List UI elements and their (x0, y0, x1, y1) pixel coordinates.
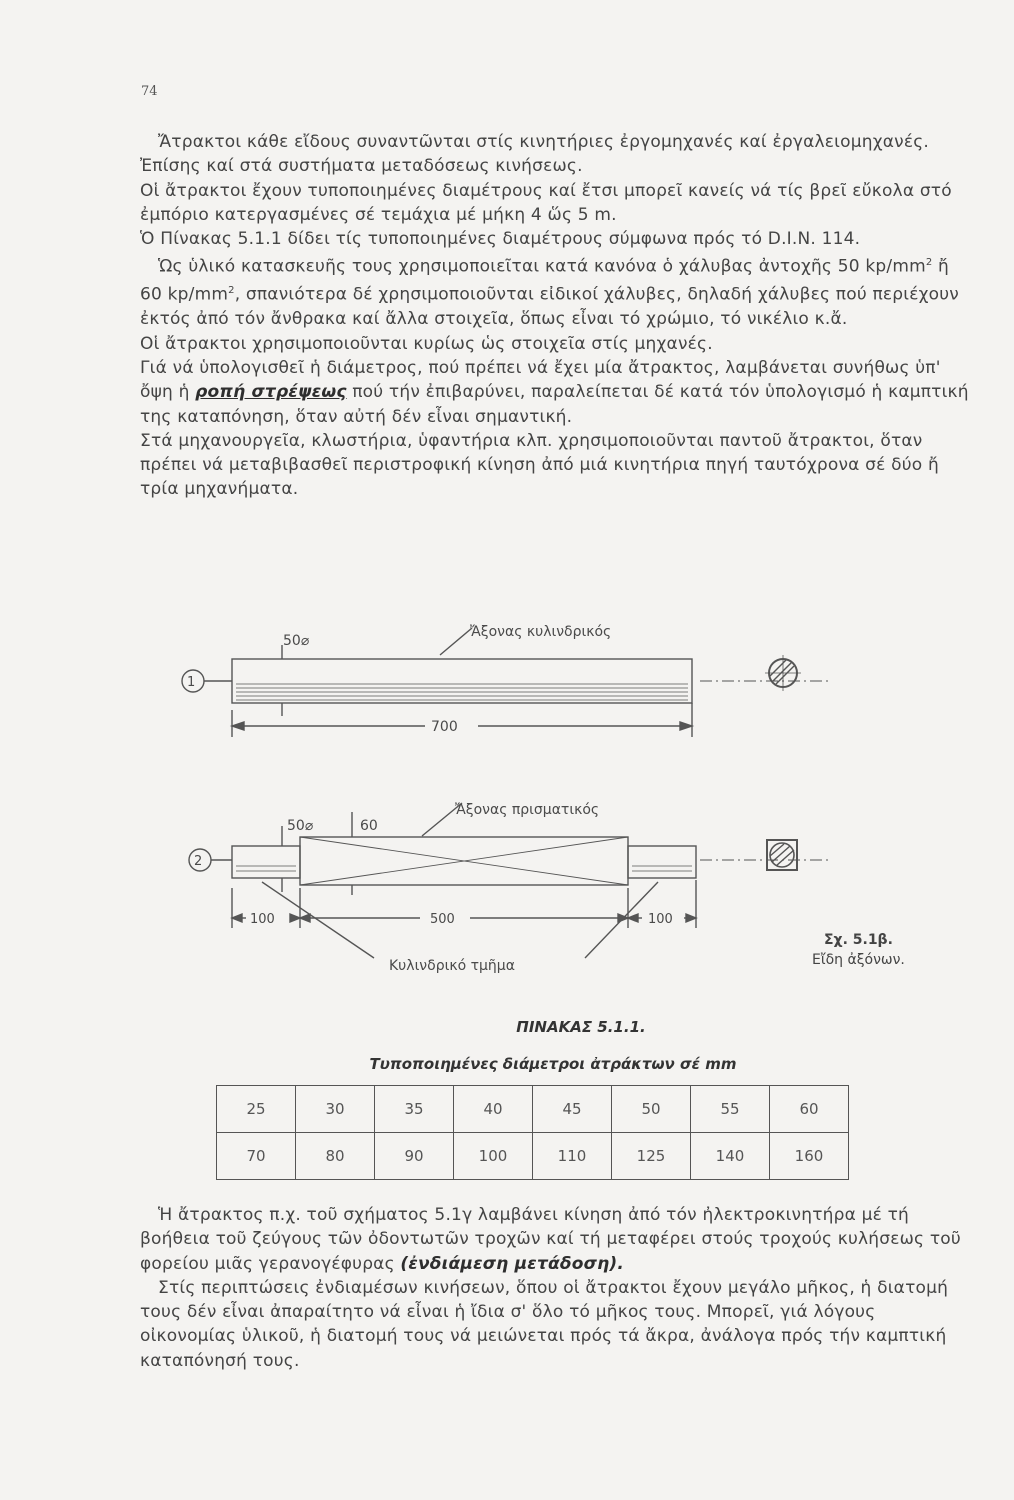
paragraph: Ὡς ὑλικό κατασκευῆς τους χρησιμοποιεῖται κατά κανόνα ὁ χάλυβας ἀντοχῆς 50 $kp/mm^2$ ἤ 60 $kp/mm^2$, σπανιότερα δέ χρησιμοποιοῦνται εἰδικοί χάλυβες, δηλαδή χάλυβες πού περιέχουν ἐκτός ἀπό τόν ἄνθρακα καί ἄλλα στοιχεῖα, ὅπως εἶναι τό χρώμιο, τό νικέλιο κ.ἄ. (140, 257, 959, 330)
table-cell: 110 (533, 1133, 612, 1180)
shaft2-diameter: 50⌀ (287, 818, 314, 834)
table-row (217, 1086, 849, 1133)
paragraph: Ὁ Πίνακας 5.1.1 δίδει τίς τυποποιημένες διαμέτρους σύμφωνα πρός τό D.I.N. 114. (140, 229, 861, 250)
cylindrical-shaft (232, 659, 692, 703)
table-cell: 25 (217, 1086, 296, 1133)
table-cell: 40 (454, 1086, 533, 1133)
shaft2-label: Ἄξονας πρισματικός (455, 802, 600, 818)
paragraph: Γιά νά ὑπολογισθεῖ ἡ διάμετρος, πού πρέπει νά ἔχει μία ἄτρακτος, λαμβάνεται συνήθως ὑπ' ὄψη ἡ ροπή στρέψεως πού τήν ἐπιβαρύνει, παραλείπεται δέ κατά τόν ὑπολογισμό ἡ καμπτική της καταπόνηση, ὅταν αὐτή δέν εἶναι σημαντική. (140, 357, 969, 427)
caption-text: Εἴδη ἀξόνων. (812, 952, 905, 968)
body-text-bottom (140, 1203, 975, 1373)
caption-number: Σχ. 5.1β. (823, 932, 893, 948)
table-cell: 30 (296, 1086, 375, 1133)
table-cell: 140 (691, 1133, 770, 1180)
dim-left: 100 (250, 912, 275, 927)
diameters-table (216, 1085, 849, 1180)
table-subtitle: Τυποποιημένες διάμετροι ἀτράκτων σέ mm (369, 1055, 737, 1073)
cylindrical-end-left (232, 846, 300, 878)
table-cell: 50 (612, 1086, 691, 1133)
table-row (217, 1133, 849, 1180)
table-cell: 55 (691, 1086, 770, 1133)
cylindrical-end-right (628, 846, 696, 878)
table-cell: 45 (533, 1086, 612, 1133)
figure-caption (812, 930, 905, 970)
paragraph: Ἡ ἄτρακτος π.χ. τοῦ σχήματος 5.1γ λαμβάνει κίνηση ἀπό τόν ἠλεκτροκινητήρα μέ τή βοήθεια τοῦ ζεύγους τῶν ὀδοντωτῶν τροχῶν καί τή μεταφέρει στούς τροχούς κυλήσεως τοῦ φορείου μιᾶς γερανογέφυρας (ἐνδιάμεση μετάδοση). (140, 1205, 961, 1274)
dim-mid: 500 (430, 912, 455, 927)
dim-right: 100 (648, 912, 673, 927)
shaft1-number: 1 (187, 675, 196, 690)
paragraph: Οἱ ἄτρακτοι ἔχουν τυποποιημένες διαμέτρους καί ἔτσι μπορεῖ κανείς νά τίς βρεῖ εὔκολα στό ἐμπόριο κατεργασμένες σέ τεμάχια μέ μήκη 4 ὥς 5 m. (140, 180, 952, 225)
table-cell: 125 (612, 1133, 691, 1180)
paragraph: Στίς περιπτώσεις ἐνδιαμέσων κινήσεων, ὅπου οἱ ἄτρακτοι ἔχουν μεγάλο μῆκος, ἡ διατομή τους δέν εἶναι ἀπαραίτητο νά εἶναι ἡ ἴδια σ' ὅλο τό μῆκος τους. Μπορεῖ, γιά λόγους οἰκονομίας ὑλικοῦ, ἡ διατομή τους νά μειώνεται πρός τά ἄκρα, ἀνάλογα πρός τήν καμπτική καταπόνησή τους. (140, 1277, 949, 1371)
shaft1-diameter: 50⌀ (283, 633, 310, 649)
table-cell: 35 (375, 1086, 454, 1133)
cylindrical-part-label: Κυλινδρικό τμῆμα (389, 958, 515, 974)
shaft1-length: 700 (431, 719, 458, 735)
paragraph: Οἱ ἄτρακτοι χρησιμοποιοῦνται κυρίως ὡς στοιχεῖα στίς μηχανές. (140, 333, 713, 354)
table-cell: 100 (454, 1133, 533, 1180)
emphasis-text: ροπή στρέψεως (195, 382, 347, 403)
table-cell: 80 (296, 1133, 375, 1180)
shaft2-square: 60 (360, 818, 378, 834)
table-cell: 70 (217, 1133, 296, 1180)
paragraph: Ἄτρακτοι κάθε εἴδους συναντῶνται στίς κινητήριες ἐργομηχανές καί ἐργαλειομηχανές. Ἐπίσης καί στά συστήματα μεταδόσεως κινήσεως. (140, 132, 930, 177)
table-cell: 60 (770, 1086, 849, 1133)
table-cell: 160 (770, 1133, 849, 1180)
table-cell: 90 (375, 1133, 454, 1180)
paragraph: Στά μηχανουργεῖα, κλωστήρια, ὑφαντήρια κλπ. χρησιμοποιοῦνται παντοῦ ἄτρακτοι, ὅταν πρέπει νά μεταβιβασθεῖ περιστροφική κίνηση ἀπό μιά κινητήρια πηγή ταυτόχρονα σέ δύο ἤ τρία μηχανήματα. (140, 430, 939, 500)
shaft2-number: 2 (194, 854, 203, 869)
emphasis-text: (ἐνδιάμεση μετάδοση). (400, 1253, 625, 1274)
table-title: ΠΙΝΑΚΑΣ 5.1.1. (516, 1018, 646, 1036)
shaft1-label: Ἄξονας κυλινδρικός (470, 624, 612, 640)
page-number: 74 (141, 84, 158, 99)
